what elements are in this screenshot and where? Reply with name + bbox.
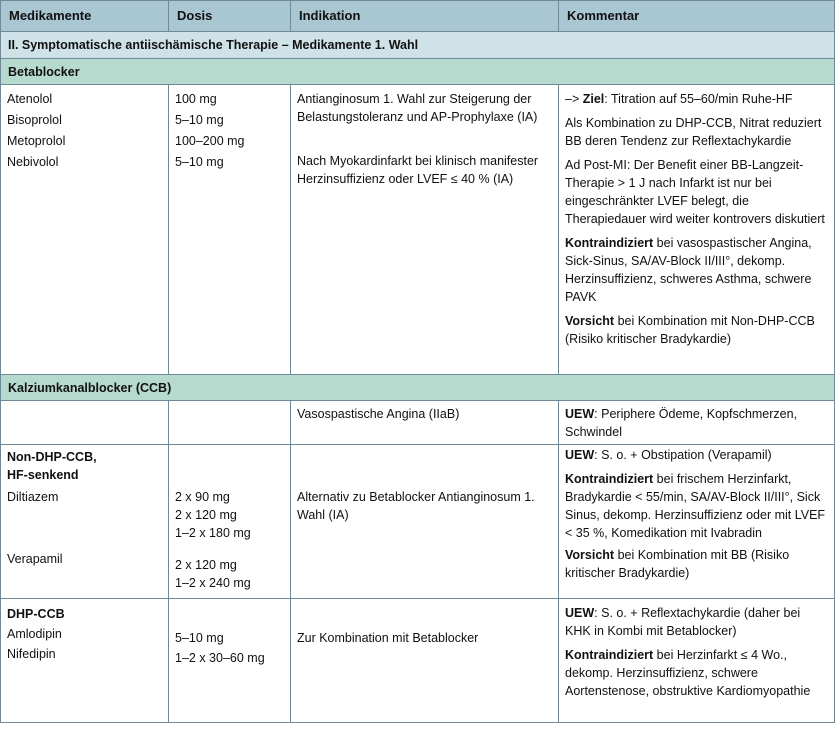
comment-rest: bei Kombination mit Non-DHP-CCB (Risiko kritischer Bradykardie) xyxy=(565,314,815,346)
comment-rest: : S. o. + Reflextachykardie (daher bei KHK in Kombi mit Betablocker) xyxy=(565,606,801,638)
section-title-row xyxy=(1,32,835,59)
dose-value: 2 x 120 mg xyxy=(175,508,237,522)
comment-rest: : Titration auf 55–60/min Ruhe-HF xyxy=(604,92,793,106)
comment-text xyxy=(565,405,828,441)
drug-name: Nifedipin xyxy=(7,647,56,661)
comment-bold: Kontraindiziert xyxy=(565,236,654,250)
group-title xyxy=(7,466,162,484)
comment-bold: UEW xyxy=(565,407,595,421)
ccb-general-row xyxy=(1,401,835,445)
comment-text xyxy=(565,312,828,348)
ccb-heading: Kalziumkanalblocker (CCB) xyxy=(1,375,835,401)
comment-text xyxy=(565,604,828,640)
header-dosis: Dosis xyxy=(169,1,291,32)
comment-text: Ad Post-MI: Der Benefit einer BB-Langzeit-Therapie > 1 J nach Infarkt ist nur bei eingeschränkter LVEF belegt, die Therapiedauer wird weiter kontrovers diskutiert xyxy=(565,158,825,226)
header-medikamente: Medikamente xyxy=(1,1,169,32)
section-title: II. Symptomatische antiischämische Therapie – Medikamente 1. Wahl xyxy=(1,32,835,59)
drug-name: Metoprolol xyxy=(7,134,66,148)
header-indikation: Indikation xyxy=(291,1,559,32)
group-title-line: HF-senkend xyxy=(7,468,79,482)
comment-rest: bei Kombination mit BB (Risiko kritischer Bradykardie) xyxy=(565,548,790,580)
indication-text: Antianginosum 1. Wahl zur Steigerung der Belastungstoleranz und AP-Prophylaxe (IA) xyxy=(297,92,538,124)
header-kommentar: Kommentar xyxy=(559,1,835,32)
dose-value: 5–10 mg xyxy=(175,631,224,645)
comment-bold: Vorsicht xyxy=(565,548,615,562)
dose-value: 5–10 mg xyxy=(175,155,224,169)
comment-prefix: –> xyxy=(565,92,583,106)
comment-rest: : Periphere Ödeme, Kopfschmerzen, Schwindel xyxy=(565,407,798,439)
comment-text xyxy=(565,646,828,700)
dose-value: 2 x 90 mg xyxy=(175,490,230,504)
nondhp-row xyxy=(1,445,835,599)
drug-name: Bisoprolol xyxy=(7,113,62,127)
group-title xyxy=(7,448,162,466)
dhp-row xyxy=(1,599,835,723)
dose-value: 1–2 x 180 mg xyxy=(175,526,251,540)
indication-text: Nach Myokardinfarkt bei klinisch manifester Herzinsuffizienz oder LVEF ≤ 40 % (IA) xyxy=(297,154,539,186)
group-title xyxy=(7,605,162,623)
betablocker-heading-row xyxy=(1,59,835,85)
comment-rest: : S. o. + Obstipation (Verapamil) xyxy=(594,448,772,462)
dose-value: 100 mg xyxy=(175,92,217,106)
comment-bold: UEW xyxy=(565,606,595,620)
comment-text xyxy=(565,446,828,464)
comment-bold: Kontraindiziert xyxy=(565,472,654,486)
comment-text xyxy=(565,546,828,582)
drug-name: Amlodipin xyxy=(7,627,62,641)
comment-text: Als Kombination zu DHP-CCB, Nitrat reduziert BB deren Tendenz zur Reflextachykardie xyxy=(565,116,822,148)
indication-text: Vasospastische Angina (IIaB) xyxy=(297,407,460,421)
comment-bold: Vorsicht xyxy=(565,314,615,328)
comment-text xyxy=(565,470,828,542)
comment-bold: Kontraindiziert xyxy=(565,648,654,662)
comment-text xyxy=(565,90,828,108)
ccb-heading-row xyxy=(1,375,835,401)
group-title-line: Non-DHP-CCB, xyxy=(7,450,97,464)
drug-name: Diltiazem xyxy=(7,490,59,504)
dose-value: 1–2 x 30–60 mg xyxy=(175,651,265,665)
indication-text: Alternativ zu Betablocker Antianginosum 1. Wahl (IA) xyxy=(297,490,535,522)
group-title-line: DHP-CCB xyxy=(7,607,65,621)
comment-bold: UEW xyxy=(565,448,595,462)
comment-text xyxy=(565,234,828,306)
drug-name: Atenolol xyxy=(7,92,53,106)
dose-value: 5–10 mg xyxy=(175,113,224,127)
dose-value: 2 x 120 mg xyxy=(175,558,237,572)
betablocker-row xyxy=(1,85,835,375)
drug-name: Nebivolol xyxy=(7,155,59,169)
comment-rest: bei Herzinfarkt ≤ 4 Wo., dekomp. Herzinsuffizienz, schwere Aortenstenose, obstruktive Kardiomyopathie xyxy=(565,648,811,698)
comment-bold: Ziel xyxy=(582,92,605,106)
dose-value: 1–2 x 240 mg xyxy=(175,576,251,590)
dose-value: 100–200 mg xyxy=(175,134,245,148)
betablocker-heading: Betablocker xyxy=(1,59,835,85)
comment-rest: bei frischem Herzinfarkt, Bradykardie < 55/min, SA/AV-Block II/III°, Sick Sinus, dekomp. Herzinsuffizienz oder mit LVEF < 35 %, Komedikation mit Ivabradin xyxy=(565,472,826,540)
header-row xyxy=(1,1,835,32)
indication-text: Zur Kombination mit Betablocker xyxy=(297,631,479,645)
drug-name: Verapamil xyxy=(7,552,63,566)
comment-rest: bei vasospastischer Angina, Sick-Sinus, SA/AV-Block II/III°, dekomp. Herzinsuffizienz, schweres Asthma, schwere PAVK xyxy=(565,236,812,304)
